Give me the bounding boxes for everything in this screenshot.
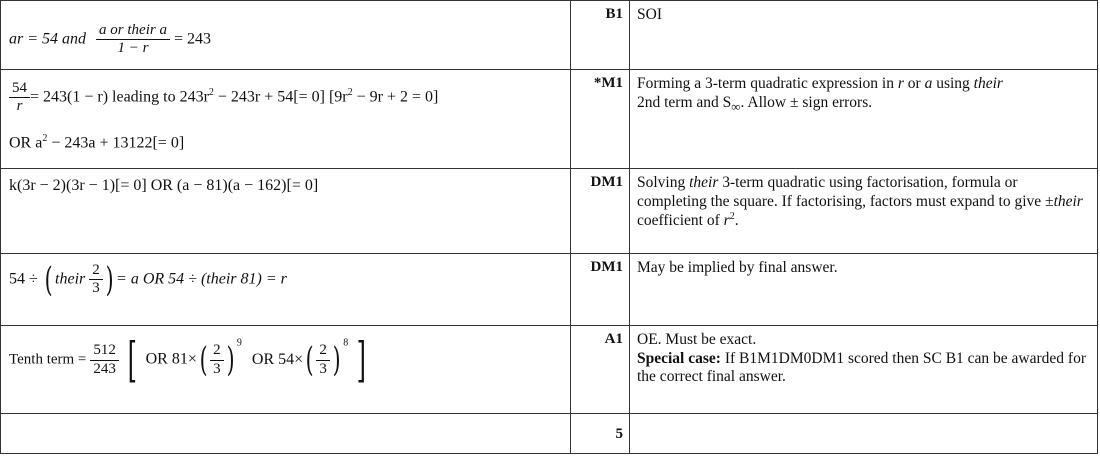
special-case-label: Special case: — [637, 349, 721, 367]
guidance-cell — [630, 326, 1098, 414]
table-row — [1, 414, 1098, 454]
answer-part: Tenth term = — [9, 351, 87, 368]
guidance-text: coefficient of — [637, 212, 720, 230]
answer-part: − 243r + 54[= 0] [9r — [213, 88, 348, 106]
right-paren: ) — [105, 259, 114, 300]
right-bracket: ] — [356, 332, 367, 388]
left-paren: ( — [199, 340, 208, 380]
fraction-denominator: 1 − r — [117, 40, 149, 57]
mark-cell: DM1 — [571, 169, 630, 254]
guidance-text: Solving — [637, 174, 686, 191]
answer-cell — [1, 414, 571, 454]
guidance-text: r — [897, 75, 904, 92]
answer-cell — [1, 1, 571, 70]
answer-cell — [1, 70, 571, 169]
left-bracket: [ — [127, 332, 137, 388]
answer-part: OR 81× — [145, 350, 197, 368]
guidance-cell: May be implied by final answer. — [630, 254, 1098, 326]
guidance-text: 3-term quadratic using factorisation, formula or completing the square. If factorising, factors must expand to give ± — [637, 174, 1054, 210]
left-paren: ( — [44, 259, 53, 300]
answer-part: 54 ÷ — [9, 270, 38, 288]
fraction-numerator: a or their a — [96, 22, 170, 40]
guidance-text: their — [1053, 192, 1083, 210]
guidance-text: or — [907, 75, 921, 92]
answer-cell — [1, 254, 571, 326]
fraction-denominator: 3 — [319, 360, 327, 377]
exponent: 2 — [347, 87, 353, 99]
mark-cell: A1 — [571, 326, 630, 414]
answer-part: − 9r + 2 = 0] — [352, 88, 439, 106]
answer-text: k(3r − 2)(3r − 1)[= 0] OR (a − 81)(a − 162)[= 0] — [9, 177, 319, 194]
fraction — [316, 342, 330, 378]
right-paren: ) — [226, 340, 235, 380]
answer-part: OR 54× — [251, 350, 304, 368]
guidance-cell — [630, 414, 1098, 454]
exponent: 9 — [236, 337, 242, 349]
total-mark-cell: 5 — [571, 414, 630, 454]
guidance-cell: SOI — [630, 1, 1098, 70]
right-paren: ) — [332, 340, 341, 380]
left-paren: ( — [305, 340, 314, 380]
infinity-symbol: ∞ — [731, 98, 741, 114]
guidance-text: OE. Must be exact. — [637, 331, 757, 348]
fraction-denominator: 243 — [93, 360, 116, 377]
answer-part: = 243(1 − r) leading to 243r — [30, 88, 209, 106]
answer-lhs: ar = 54 and — [9, 30, 87, 48]
answer-part: − 243a + 13122[= 0] — [47, 134, 185, 152]
mark-cell: *M1 — [571, 70, 630, 169]
guidance-text: a — [924, 75, 933, 92]
table-row — [1, 254, 1098, 326]
guidance-cell — [630, 70, 1098, 169]
fraction-numerator: 512 — [90, 342, 119, 360]
answer-part: their — [206, 270, 237, 288]
exponent: 8 — [343, 337, 349, 349]
guidance-text: using — [936, 75, 970, 92]
guidance-text: . — [734, 212, 739, 230]
answer-part: 81) = r — [236, 270, 287, 288]
answer-text — [9, 332, 371, 388]
fraction-denominator: r — [16, 98, 23, 115]
table-row — [1, 70, 1098, 169]
guidance-text: . Allow ± sign errors. — [740, 93, 873, 111]
guidance-text: their — [689, 174, 719, 191]
fraction — [89, 262, 103, 298]
answer-cell — [1, 326, 571, 414]
guidance-text: their — [973, 75, 1003, 92]
mark-cell: DM1 — [571, 254, 630, 326]
answer-alt — [9, 133, 184, 152]
fraction — [96, 22, 170, 58]
fraction-numerator: 2 — [316, 342, 330, 360]
exponent: 2 — [208, 87, 214, 99]
fraction-numerator: 54 — [9, 80, 30, 98]
answer-part: = a OR 54 ÷ ( — [116, 270, 207, 288]
fraction-denominator: 3 — [213, 360, 221, 377]
guidance-text: 2nd term and S — [637, 93, 732, 111]
table-row — [1, 1, 1098, 70]
guidance-text: Forming a 3-term quadratic expression in — [637, 75, 894, 92]
fraction — [90, 342, 119, 378]
fraction-numerator: 2 — [210, 342, 224, 360]
guidance-text: If B1M1DM0DM1 scored then SC B1 can be awarded for the correct final answer. — [637, 349, 1086, 386]
answer-text — [9, 22, 211, 58]
fraction — [9, 80, 30, 116]
table-row — [1, 169, 1098, 254]
fraction — [210, 342, 224, 378]
mark-cell: B1 — [571, 1, 630, 70]
guidance-cell — [630, 169, 1098, 254]
exponent: 2 — [729, 211, 735, 223]
exponent: 2 — [42, 133, 48, 144]
fraction-numerator: 2 — [89, 262, 103, 280]
answer-part: their — [55, 270, 86, 288]
table-row — [1, 326, 1098, 414]
guidance-text: r — [723, 212, 730, 230]
fraction-denominator: 3 — [92, 280, 100, 297]
answer-part: OR a — [9, 134, 43, 152]
answer-cell — [1, 169, 571, 254]
answer-text — [9, 259, 287, 300]
answer-rhs: = 243 — [173, 30, 211, 48]
answer-text — [9, 80, 438, 116]
